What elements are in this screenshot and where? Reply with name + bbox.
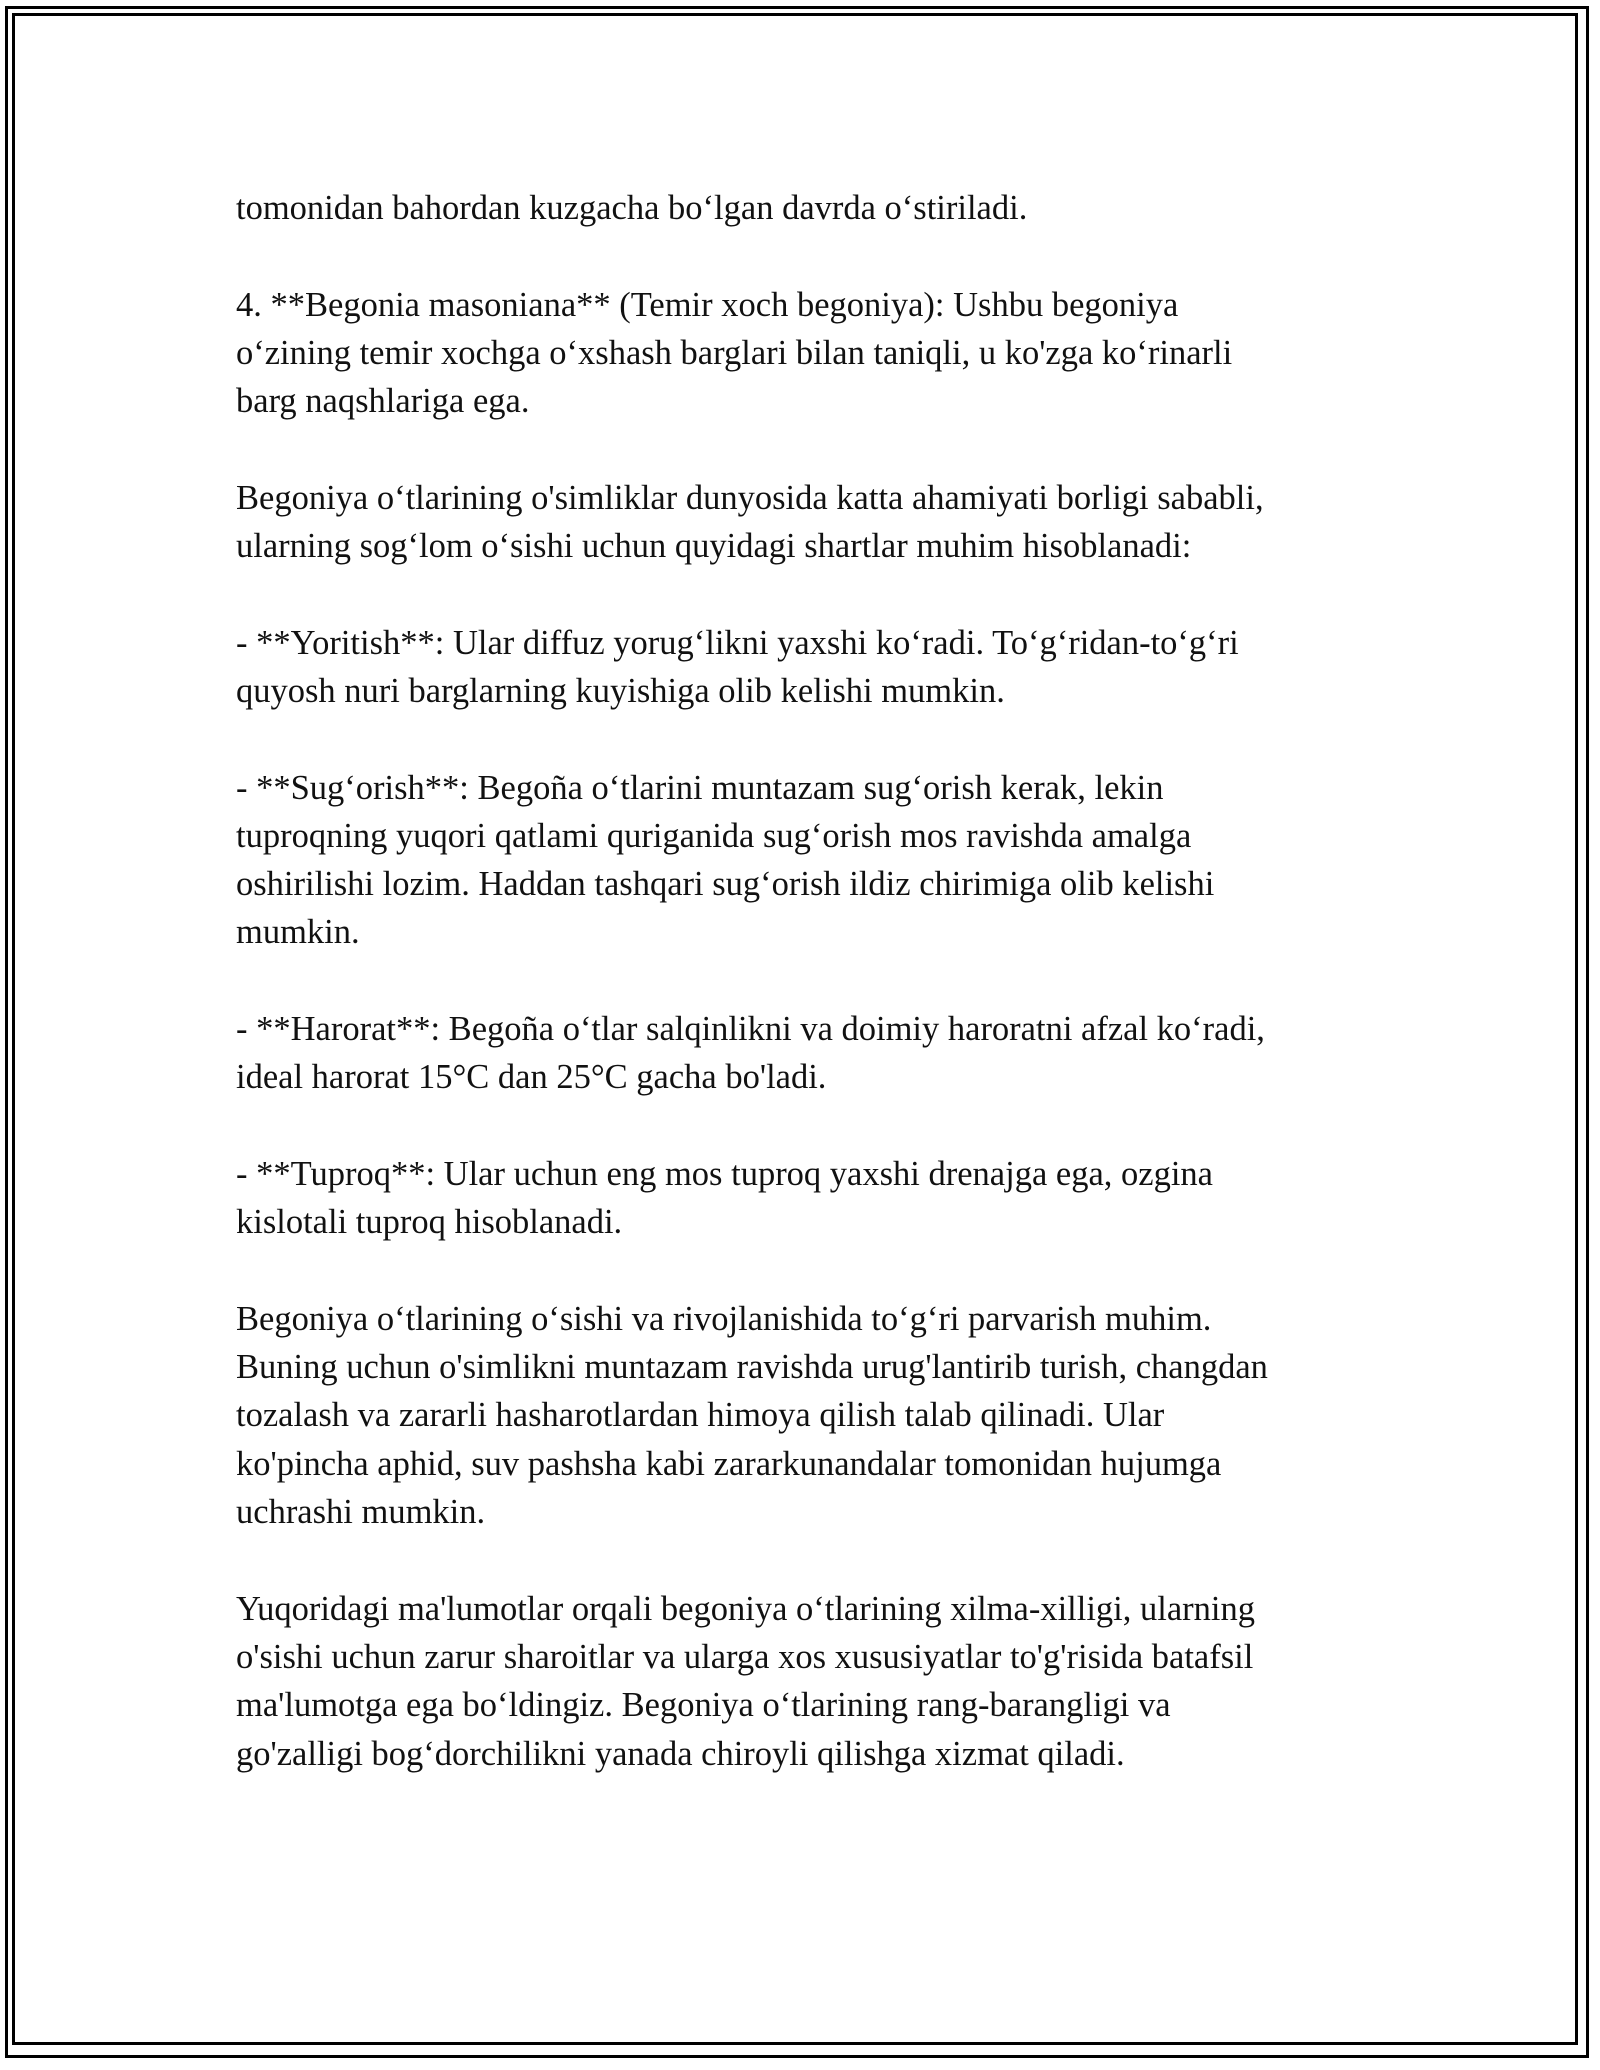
text-line: quyosh nuri barglarning kuyishiga olib kelishi mumkin.: [236, 671, 1005, 710]
paragraph: [236, 764, 1356, 957]
paragraph: [236, 1150, 1356, 1247]
text-line: Yuqoridagi ma'lumotlar orqali begoniya o‘tlarining xilma-xilligi, ularning: [236, 1589, 1255, 1628]
text-line: ko'pincha aphid, suv pashsha kabi zararkunandalar tomonidan hujumga: [236, 1444, 1222, 1483]
paragraph: [236, 1005, 1356, 1102]
text-line: tomonidan bahordan kuzgacha bo‘lgan davrda o‘stiriladi.: [236, 189, 1028, 227]
text-line: Begoniya o‘tlarining o‘sishi va rivojlanishida to‘g‘ri parvarish muhim.: [236, 1299, 1212, 1338]
text-line: Buning uchun o'simlikni muntazam ravishda urug'lantirib turish, changdan: [236, 1348, 1268, 1387]
text-line: - **Tuproq**: Ular uchun eng mos tuproq yaxshi drenajga ega, ozgina: [236, 1154, 1213, 1193]
text-line: kislotali tuproq hisoblanadi.: [236, 1203, 623, 1242]
text-line: o‘zining temir xochga o‘xshash barglari bilan taniqli, u ko'zga ko‘rinarli: [236, 333, 1233, 372]
text-line: mumkin.: [236, 913, 360, 952]
text-line: - **Harorat**: Begoña o‘tlar salqinlikni va doimiy haroratni afzal ko‘radi,: [236, 1010, 1265, 1049]
paragraph: [236, 474, 1356, 571]
paragraph: [236, 1585, 1356, 1778]
text-line: uchrashi mumkin.: [236, 1493, 486, 1532]
text-line: barg naqshlariga ega.: [236, 382, 530, 421]
text-line: oshirilishi lozim. Haddan tashqari sug‘orish ildiz chirimiga olib kelishi: [236, 865, 1215, 904]
paragraph: [236, 619, 1356, 716]
text-line: 4. **Begonia masoniana** (Temir xoch begoniya): Ushbu begoniya: [236, 285, 1179, 324]
text-line: o'sishi uchun zarur sharoitlar va ularga xos xususiyatlar to'g'risida batafsil: [236, 1637, 1254, 1676]
text-line: ideal harorat 15°C dan 25°C gacha bo'ladi.: [236, 1058, 827, 1097]
text-line: Begoniya o‘tlarining o'simliklar dunyosida katta ahamiyati borligi sababli,: [236, 478, 1264, 517]
text-line: - **Sug‘orish**: Begoña o‘tlarini muntazam sug‘orish kerak, lekin: [236, 768, 1164, 807]
text-line: ularning sog‘lom o‘sishi uchun quyidagi shartlar muhim hisoblanadi:: [236, 527, 1192, 566]
paragraph: [236, 281, 1356, 426]
text-line: - **Yoritish**: Ular diffuz yorug‘likni yaxshi ko‘radi. To‘g‘ridan-to‘g‘ri: [236, 623, 1239, 662]
paragraph: [236, 1295, 1356, 1536]
text-line: ma'lumotga ega bo‘ldingiz. Begoniya o‘tlarining rang-barangligi va: [236, 1686, 1171, 1725]
text-line: go'zalligi bog‘dorchilikni yanada chiroyli qilishga xizmat qiladi.: [236, 1734, 1125, 1773]
paragraph: [236, 184, 1356, 232]
text-line: tozalash va zararli hasharotlardan himoya qilish talab qilinadi. Ular: [236, 1396, 1165, 1435]
text-line: tuproqning yuqori qatlami quriganida sug‘orish mos ravishda amalga: [236, 816, 1192, 855]
document-body: [236, 184, 1356, 1826]
